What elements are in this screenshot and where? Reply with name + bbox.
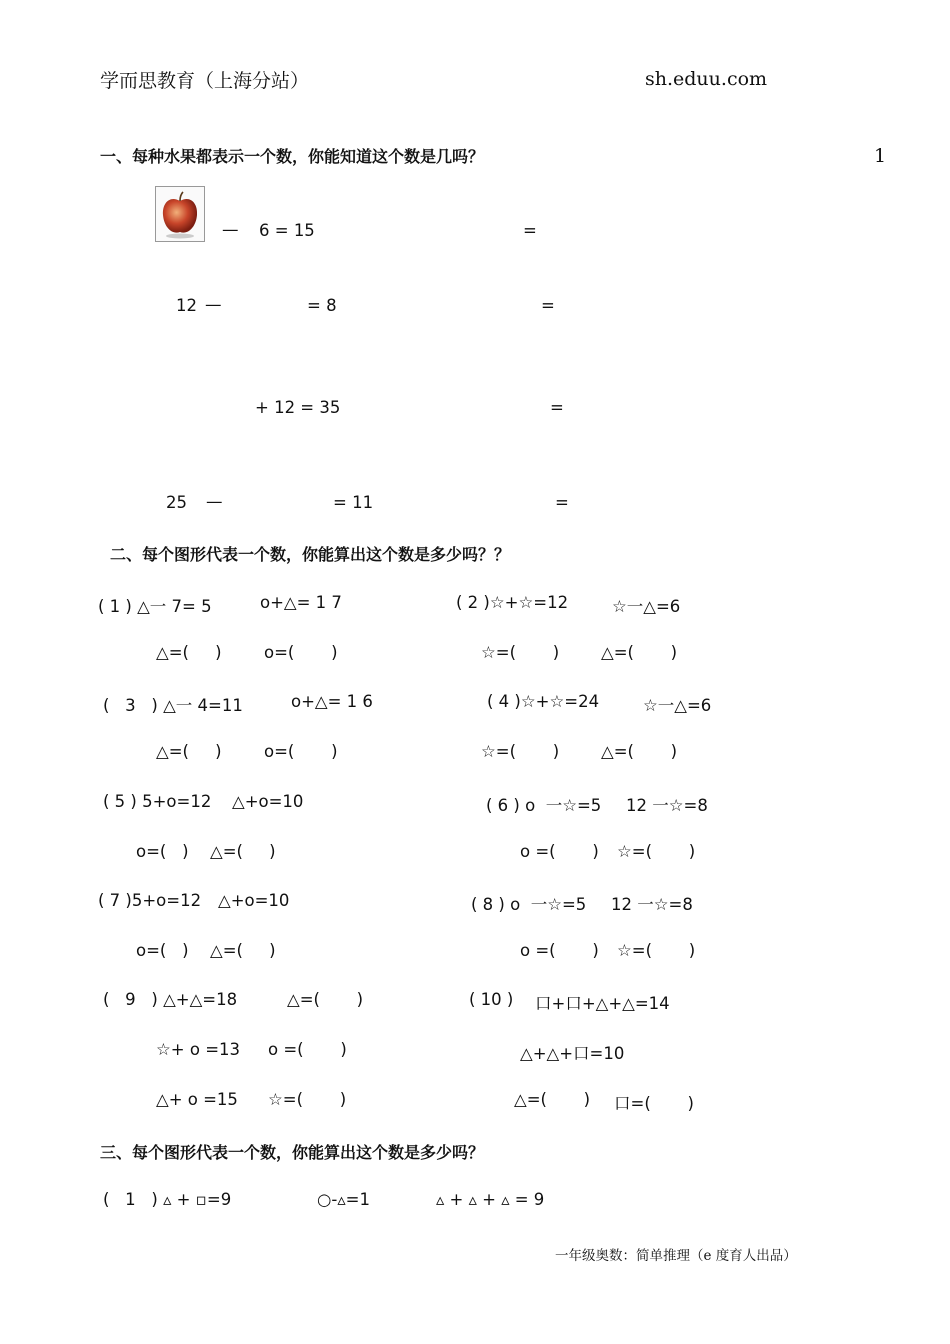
- page-number: 1: [874, 145, 887, 167]
- s3-item: ○-▵=1: [317, 1190, 370, 1209]
- s2-answer: △=( ): [287, 990, 364, 1009]
- header-url: sh.eduu.com: [645, 68, 768, 90]
- s2-answer: △=( ): [210, 842, 276, 861]
- s2-item: ( 8 ) o 一☆=5: [471, 895, 587, 914]
- s2-answer: o=( ): [136, 842, 189, 861]
- s2-item: 12 一☆=8: [626, 796, 708, 815]
- s1-row4-left: 25: [166, 493, 187, 512]
- s2-item: ( 10 ): [469, 990, 514, 1009]
- s2-item: △+o=10: [218, 891, 290, 910]
- s2-item: ( 6 ) o 一☆=5: [486, 796, 602, 815]
- s2-item: ☆+ o =13: [156, 1040, 241, 1059]
- s2-answer: △=( ): [601, 742, 678, 761]
- s1-row1-answer: =: [523, 221, 537, 240]
- s2-answer: o =( ): [268, 1040, 347, 1059]
- s2-answer: ☆=( ): [617, 842, 696, 861]
- s2-item: 口+口+△+△=14: [535, 994, 670, 1013]
- s3-item: ▵ + ▵ + ▵ = 9: [436, 1190, 545, 1209]
- s2-answer: △=( ): [210, 941, 276, 960]
- s2-answer: o =( ): [520, 842, 599, 861]
- s1-row4-minus: —: [206, 492, 223, 511]
- s1-row4-answer: =: [555, 493, 569, 512]
- s3-item: ( 1 ) ▵ + ▫=9: [103, 1190, 232, 1209]
- s2-answer: ☆=( ): [481, 643, 560, 662]
- header-site-title: 学而思教育（上海分站）: [100, 70, 310, 92]
- section2-title: 二、每个图形代表一个数，你能算出这个数是多少吗？？: [110, 545, 511, 564]
- s1-row3-answer: =: [550, 398, 564, 417]
- s2-item: ☆一△=6: [612, 597, 681, 616]
- s2-answer: ☆=( ): [268, 1090, 347, 1109]
- s2-item: o+△= 1 6: [291, 692, 373, 711]
- s2-answer: △=( ): [156, 643, 222, 662]
- s2-item: ( 4 )☆+☆=24: [487, 692, 600, 711]
- s2-answer: 口=( ): [614, 1094, 694, 1113]
- s2-answer: △=( ): [514, 1090, 591, 1109]
- s2-item: △+o=10: [232, 792, 304, 811]
- s1-row2-answer: =: [541, 296, 555, 315]
- s2-answer: o =( ): [520, 941, 599, 960]
- s1-row3-expr: + 12 = 35: [255, 398, 341, 417]
- s2-item: △+ o =15: [156, 1090, 238, 1109]
- s2-item: ( 1 ) △一 7= 5: [98, 597, 212, 616]
- section3-title: 三、每个图形代表一个数，你能算出这个数是多少吗？: [100, 1143, 485, 1162]
- s2-answer: △=( ): [156, 742, 222, 761]
- s2-item: o+△= 1 7: [260, 593, 342, 612]
- s2-item: ( 3 ) △一 4=11: [103, 696, 243, 715]
- s2-item: ( 7 )5+o=12: [98, 891, 202, 910]
- s2-item: △+△+口=10: [520, 1044, 625, 1063]
- s2-item: ( 2 )☆+☆=12: [456, 593, 569, 612]
- s1-row2-left: 12: [176, 296, 197, 315]
- s2-answer: o=( ): [264, 742, 338, 761]
- footer-text: 一年级奥数：简单推理（e 度育人出品）: [555, 1248, 797, 1264]
- s2-answer: o=( ): [136, 941, 189, 960]
- s2-answer: ☆=( ): [481, 742, 560, 761]
- s1-row1-expr: 6 = 15: [259, 221, 315, 240]
- s2-item: ( 5 ) 5+o=12: [103, 792, 212, 811]
- s2-answer: o=( ): [264, 643, 338, 662]
- s2-item: ☆一△=6: [643, 696, 712, 715]
- s2-item: 12 一☆=8: [611, 895, 693, 914]
- apple-image: [155, 186, 205, 242]
- s1-row4-expr: = 11: [333, 493, 374, 512]
- s2-answer: ☆=( ): [617, 941, 696, 960]
- s1-row2-minus: —: [205, 295, 222, 314]
- s2-item: ( 9 ) △+△=18: [103, 990, 238, 1009]
- s1-row2-expr: = 8: [307, 296, 337, 315]
- s1-row1-minus: —: [222, 220, 239, 239]
- apple-icon: [156, 187, 204, 241]
- s2-answer: △=( ): [601, 643, 678, 662]
- section1-title: 一、每种水果都表示一个数，你能知道这个数是几吗？: [100, 147, 485, 166]
